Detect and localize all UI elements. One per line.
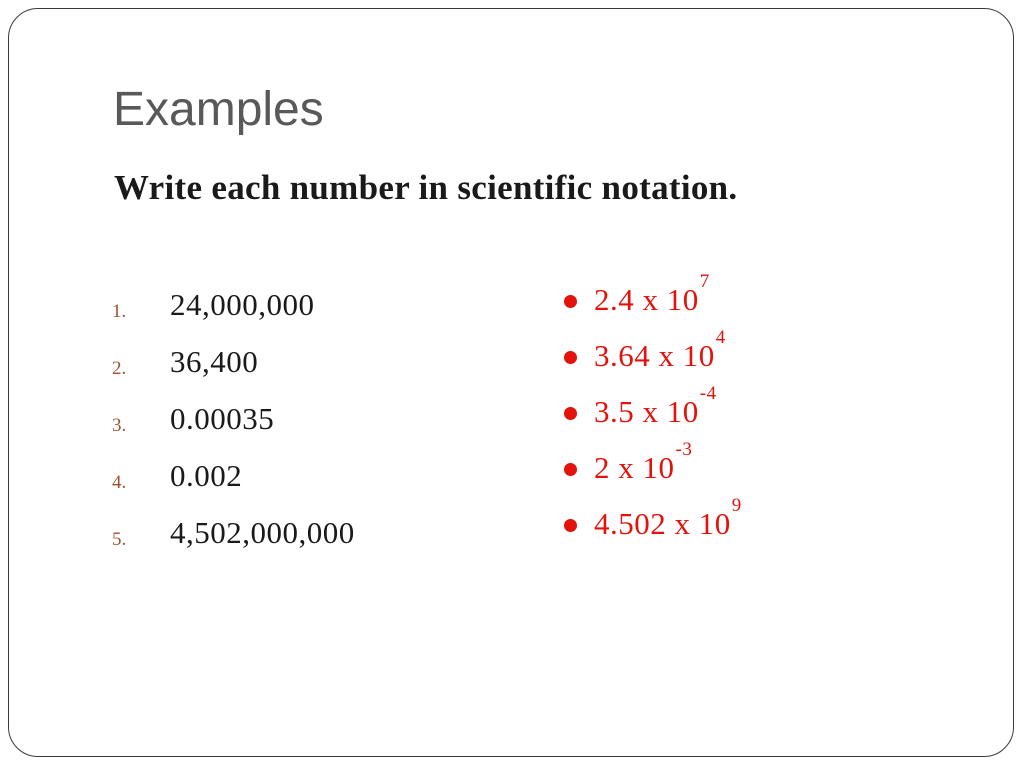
question-value: 0.002 <box>170 458 243 493</box>
answer-exponent: -4 <box>699 382 717 404</box>
slide-title: Examples <box>113 83 324 136</box>
question-number: 2. <box>112 358 127 379</box>
answer-exponent: -3 <box>675 438 693 460</box>
bullet-dot-icon <box>564 295 577 308</box>
bullet-dot-icon <box>564 519 577 532</box>
slide-subtitle: Write each number in scientific notation. <box>114 168 738 207</box>
answer-mantissa: 3.5 x 10 <box>594 394 699 429</box>
question-number: 1. <box>112 301 127 322</box>
answer-text <box>594 270 710 318</box>
question-number: 4. <box>112 472 127 493</box>
answer-text <box>594 438 693 486</box>
bullet-dot-icon <box>564 351 577 364</box>
answer-exponent: 9 <box>731 494 742 516</box>
question-value: 0.00035 <box>170 401 275 436</box>
answer-mantissa: 4.502 x 10 <box>594 506 731 541</box>
question-value: 4,502,000,000 <box>170 515 355 550</box>
question-number: 5. <box>112 529 127 550</box>
answer-mantissa: 2 x 10 <box>594 450 675 485</box>
answer-text <box>594 382 717 430</box>
answer-text <box>594 494 742 542</box>
question-number: 3. <box>112 415 127 436</box>
question-value: 24,000,000 <box>170 287 315 322</box>
bullet-dot-icon <box>564 407 577 420</box>
answer-exponent: 4 <box>715 326 726 348</box>
answer-exponent: 7 <box>699 270 710 292</box>
answer-mantissa: 3.64 x 10 <box>594 338 715 373</box>
bullet-dot-icon <box>564 463 577 476</box>
question-value: 36,400 <box>170 344 259 379</box>
answer-mantissa: 2.4 x 10 <box>594 282 699 317</box>
answer-text <box>594 326 726 374</box>
